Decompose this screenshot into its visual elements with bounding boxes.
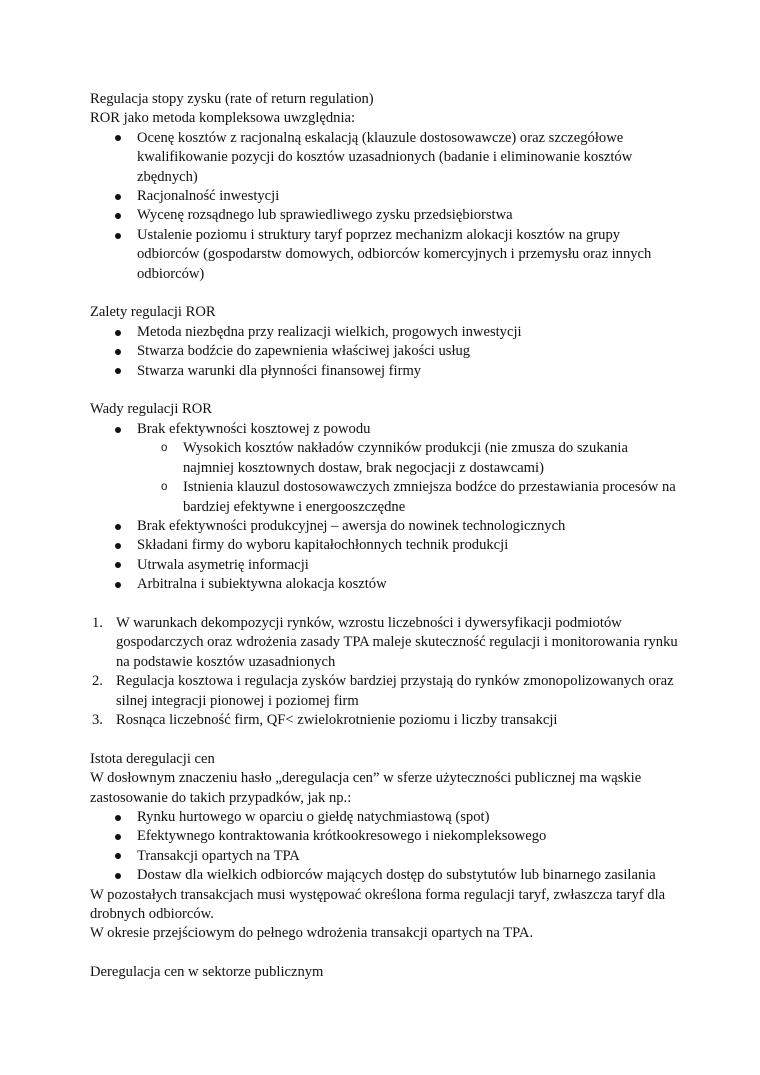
sub-bullet-icon: o xyxy=(161,481,168,494)
numbered-item: 1. W warunkach dekompozycji rynków, wzrostu liczebności i dywersyfikacji podmiotów gospodarczych oraz wdrożenia zasady TPA maleje skuteczność regulacji i monitorowania rynku na podstawie kosztów uzasadnionych xyxy=(92,614,678,670)
list-item: Metoda niezbędna przy realizacji wielkich, progowych inwestycji xyxy=(137,323,680,342)
list-number: 2. xyxy=(92,673,103,690)
bullet-icon xyxy=(115,362,121,381)
section-intro-deregulation: W dosłownym znaczeniu hasło „deregulacja cen” w sferze użyteczności publicznej ma wąskie zastosowanie do takich przypadków, jak np.: xyxy=(90,770,642,806)
numbered-item: 3. Rosnąca liczebność firm, QF< zwielokrotnienie poziomu i liczby transakcji xyxy=(116,711,680,730)
list-number: 3. xyxy=(92,711,103,728)
list-item: Ocenę kosztów z racjonalną eskalacją (klauzule dostosowawcze) oraz szczegółowe kwalifikowanie pozycji do kosztów uzasadnionych (badanie i eliminowanie kosztów zbędnych) xyxy=(137,129,680,187)
sub-list-item: o Wysokich kosztów nakładów czynników produkcji (nie zmusza do szukania najmniej kosztownych dostaw, brak negocjacji z dostawcami) xyxy=(161,440,628,476)
list-item: Rynku hurtowego w oparciu o giełdę natychmiastową (spot) xyxy=(137,808,680,827)
sub-bullet-icon: o xyxy=(161,442,168,455)
list-item: Składani firmy do wyboru kapitałochłonnych technik produkcji xyxy=(137,536,680,555)
list-item: Stwarza warunki dla płynności finansowej firmy xyxy=(137,362,680,381)
section-title-advantages: Zalety regulacji ROR xyxy=(90,304,216,321)
list-item: Ustalenie poziomu i struktury taryf poprzez mechanizm alokacji kosztów na grupy odbiorców (gospodarstw domowych, odbiorców komercyjnych i przemysłu oraz innych odbiorców) xyxy=(137,226,680,284)
bullet-icon xyxy=(115,866,121,885)
list-item: Wycenę rozsądnego lub sprawiedliwego zysku przedsiębiorstwa xyxy=(137,206,680,225)
bullet-icon xyxy=(115,226,121,245)
list-item: Efektywnego kontraktowania krótkookresowego i niekompleksowego xyxy=(137,827,680,846)
section-title-disadvantages: Wady regulacji ROR xyxy=(90,401,213,418)
ror-components-list xyxy=(90,129,680,284)
bullet-icon xyxy=(115,206,121,225)
disadvantages-sublist xyxy=(137,439,680,517)
advantages-list xyxy=(90,323,680,381)
section-intro-ror: ROR jako metoda kompleksowa uwzględnia: xyxy=(90,110,356,127)
bullet-icon xyxy=(115,827,121,846)
numbered-list xyxy=(90,614,680,730)
bullet-icon xyxy=(115,517,121,536)
section-title-public-sector: Deregulacja cen w sektorze publicznym xyxy=(90,964,324,981)
list-item: Brak efektywności produkcyjnej – awersja do nowinek technologicznych xyxy=(137,517,680,536)
spacer xyxy=(90,284,680,303)
spacer xyxy=(90,381,680,400)
bullet-icon xyxy=(115,556,121,575)
section-title-ror: Regulacja stopy zysku (rate of return regulation) xyxy=(90,91,374,107)
list-number: 1. xyxy=(92,614,103,631)
list-item: Brak efektywności kosztowej z powodu o Wysokich kosztów nakładów czynników produkcji (nie zmusza do szukania najmniej kosztownych dostaw, brak negocjacji z dostawcami) o Istnienia klauzul dostosowawczych zmniejsza bodźce do przestawiania procesów na bardziej efektywne i energooszczędne xyxy=(137,420,680,517)
numbered-item: 2. Regulacja kosztowa i regulacja zysków bardziej przystają do rynków zmonopolizowanych oraz silnej integracji pionowej i poziomej firm xyxy=(92,673,674,709)
bullet-icon xyxy=(115,342,121,361)
spacer xyxy=(90,595,680,614)
spacer xyxy=(90,730,680,749)
bullet-icon xyxy=(115,323,121,342)
bullet-icon xyxy=(115,536,121,555)
list-item: Transakcji opartych na TPA xyxy=(137,847,680,866)
list-item: Arbitralna i subiektywna alokacja kosztów xyxy=(137,575,680,594)
sub-list-item: o Istnienia klauzul dostosowawczych zmniejsza bodźce do przestawiania procesów na bardziej efektywne i energooszczędne xyxy=(161,479,676,515)
bullet-icon xyxy=(115,187,121,206)
bullet-icon xyxy=(115,420,121,439)
paragraph: W pozostałych transakcjach musi występować określona forma regulacji taryf, zwłaszcza taryf dla drobnych odbiorców. xyxy=(90,886,666,922)
bullet-icon xyxy=(115,847,121,866)
bullet-icon xyxy=(115,129,121,148)
list-item: Stwarza bodźcie do zapewnienia właściwej jakości usług xyxy=(137,342,680,361)
spacer xyxy=(90,944,680,963)
document-page xyxy=(90,90,680,983)
list-item: Dostaw dla wielkich odbiorców mających dostęp do substytutów lub binarnego zasilania xyxy=(137,866,680,885)
deregulation-cases-list xyxy=(90,808,680,886)
bullet-icon xyxy=(115,575,121,594)
section-title-deregulation: Istota deregulacji cen xyxy=(90,750,215,767)
list-item: Utrwala asymetrię informacji xyxy=(137,556,680,575)
list-item: Racjonalność inwestycji xyxy=(137,187,680,206)
bullet-icon xyxy=(115,808,121,827)
paragraph: W okresie przejściowym do pełnego wdrożenia transakcji opartych na TPA. xyxy=(90,925,534,942)
disadvantages-list xyxy=(90,420,680,595)
